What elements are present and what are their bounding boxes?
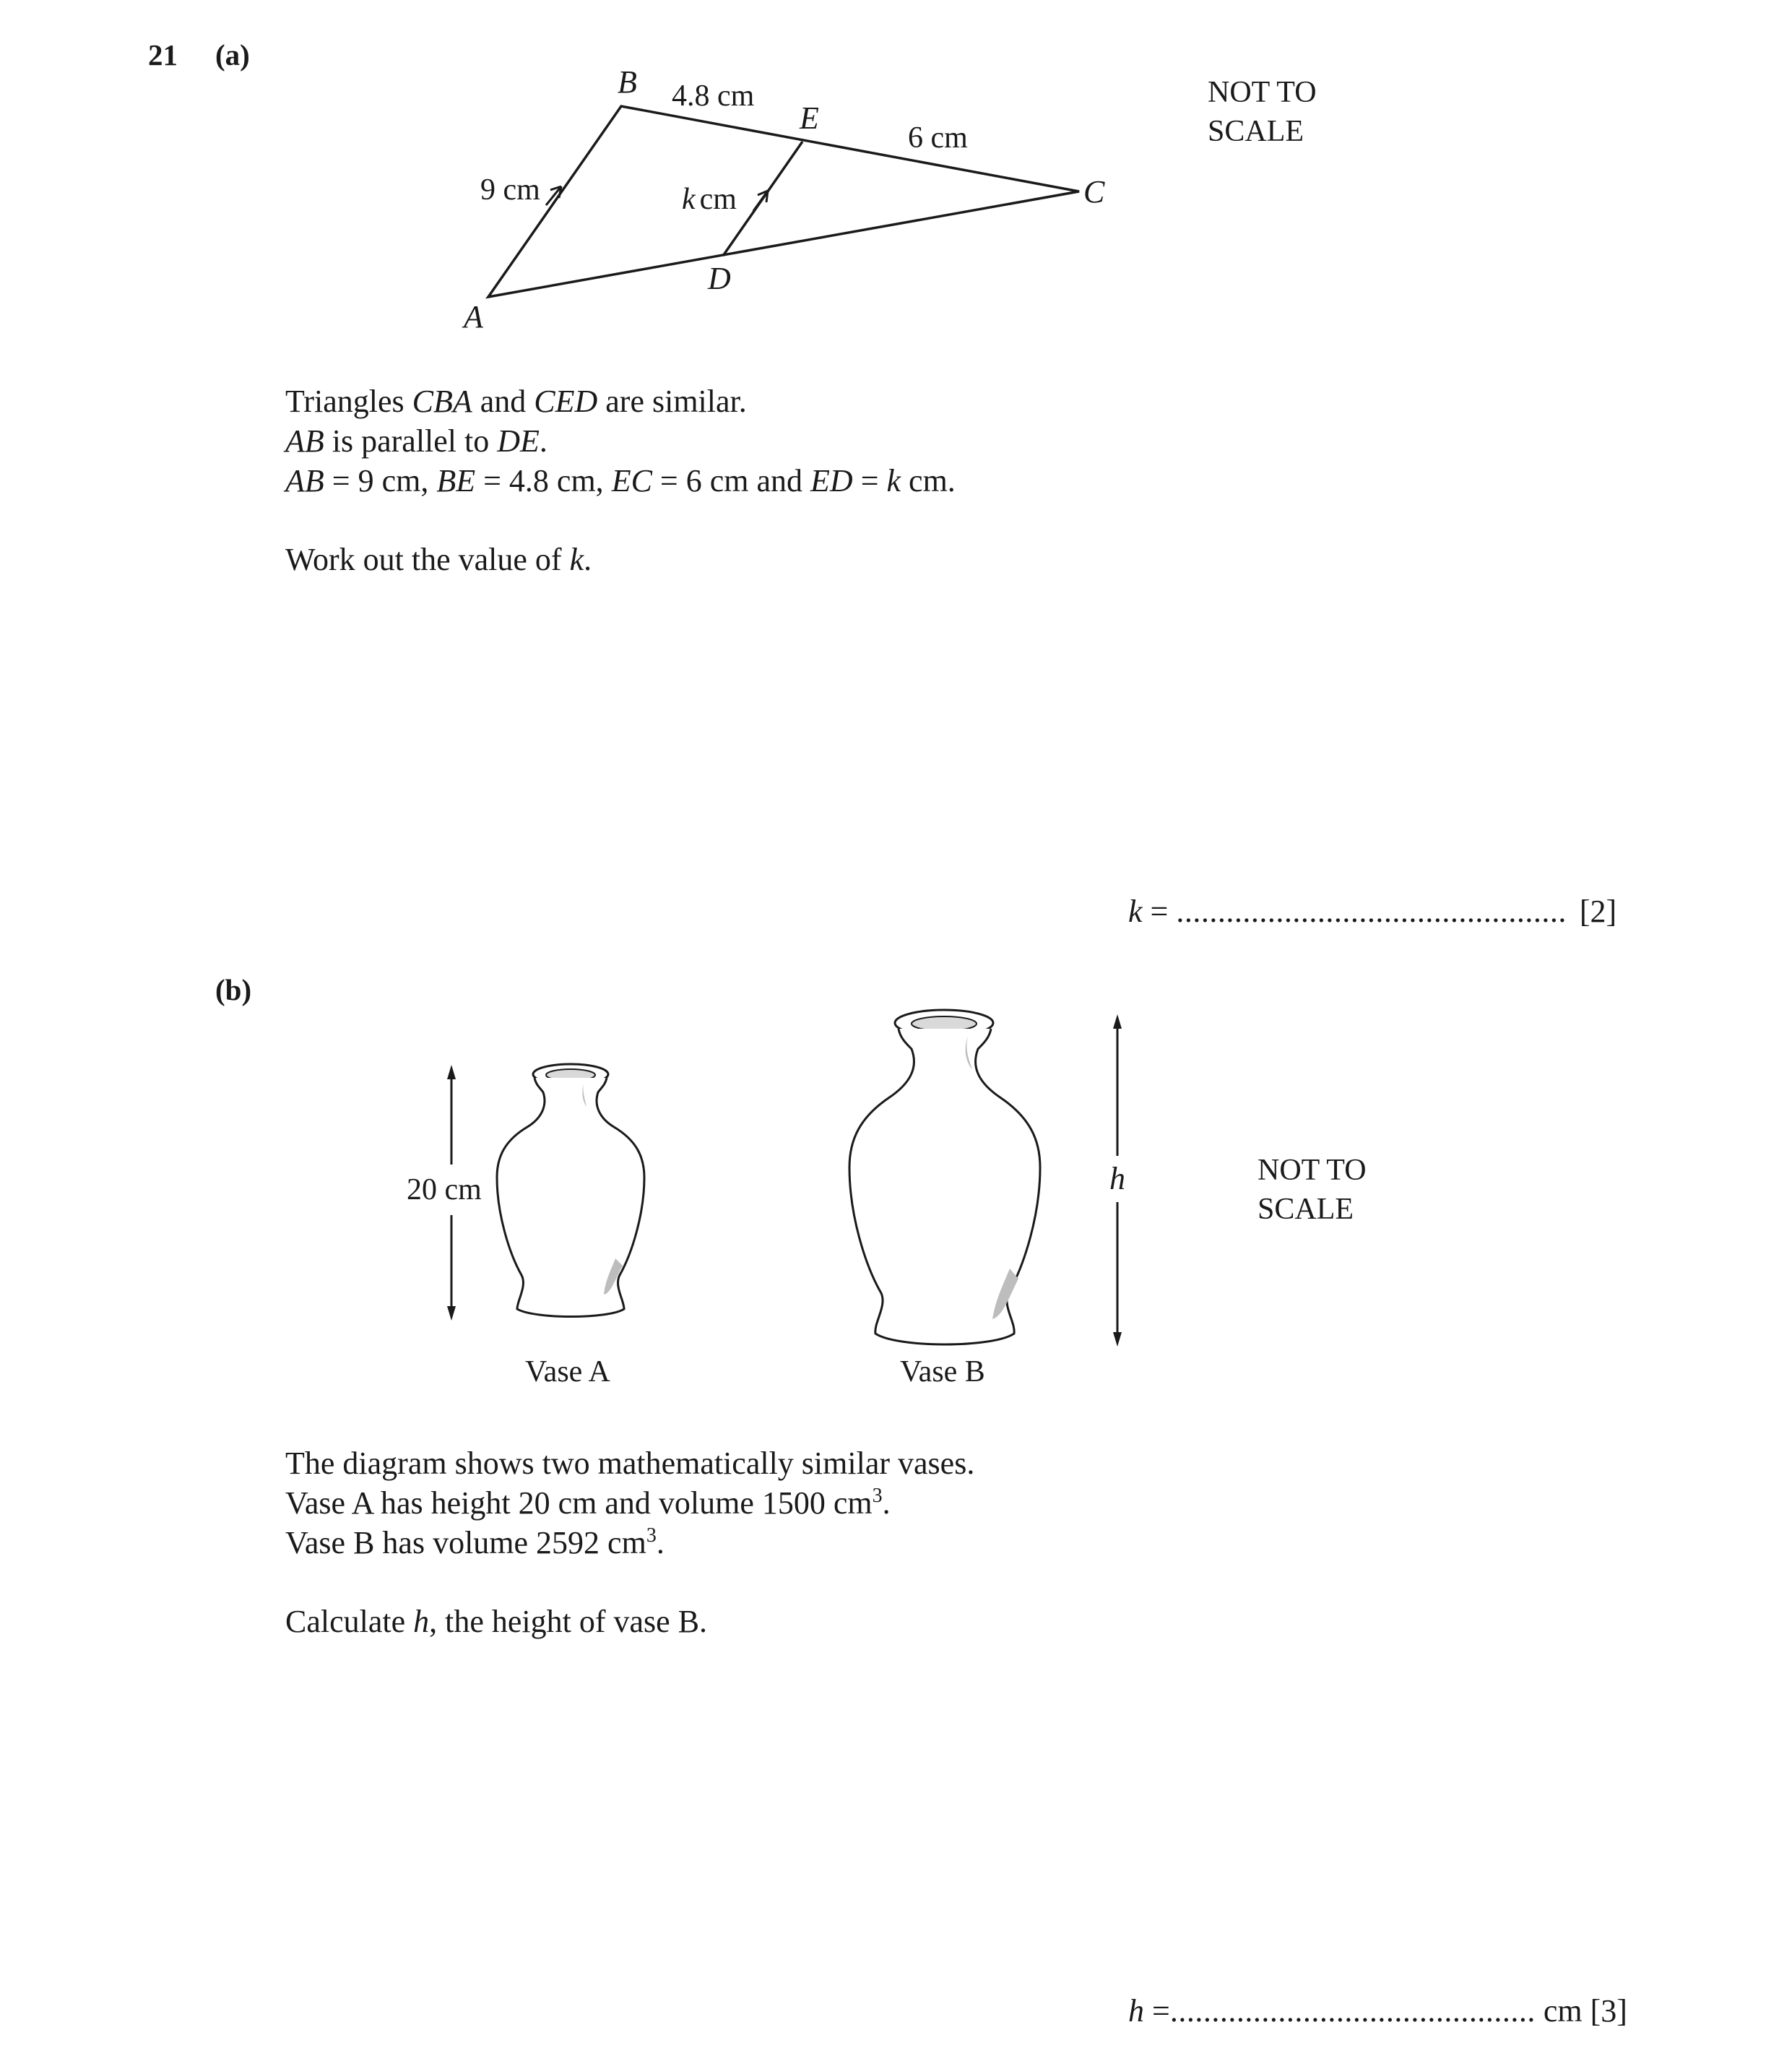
part-a-answer-line[interactable]: k = ............................................... [2] bbox=[1128, 894, 1617, 929]
part-a-instruction: Work out the value of k. bbox=[285, 542, 592, 577]
vertex-c-label: C bbox=[1083, 174, 1105, 210]
length-ed-var: k bbox=[682, 183, 696, 216]
parallel-arrow-de bbox=[753, 191, 768, 211]
similar-vases-diagram bbox=[0, 997, 1792, 1401]
vertex-e-label: E bbox=[800, 100, 819, 136]
part-b-instruction: Calculate h, the height of vase B. bbox=[285, 1604, 708, 1639]
not-to-scale-b-line1: NOT TO bbox=[1258, 1154, 1367, 1187]
marks-a: [2] bbox=[1579, 894, 1617, 929]
length-ec-label: 6 cm bbox=[908, 121, 968, 155]
question-number: 21 bbox=[148, 38, 178, 72]
length-be-label: 4.8 cm bbox=[672, 79, 755, 113]
length-ed-unit: cm bbox=[699, 183, 737, 216]
vertex-b-label: B bbox=[618, 64, 637, 100]
vase-a-drawing bbox=[497, 1064, 644, 1317]
vertex-d-label: D bbox=[708, 261, 731, 296]
triangle-abc bbox=[488, 106, 1079, 297]
part-b-label: (b) bbox=[215, 973, 252, 1006]
part-a-statement-2: AB is parallel to DE. bbox=[285, 423, 547, 459]
part-a-statement-3: AB = 9 cm, BE = 4.8 cm, EC = 6 cm and ED = k cm. bbox=[285, 463, 956, 498]
part-b-statement-2: Vase A has height 20 cm and volume 1500 $cm^3$. bbox=[285, 1485, 891, 1521]
vase-b-drawing bbox=[849, 1010, 1040, 1344]
length-ed-label bbox=[682, 183, 737, 216]
marks-b: [3] bbox=[1582, 1993, 1627, 2029]
vase-b-caption: Vase B bbox=[900, 1355, 985, 1388]
length-ab-label: 9 cm bbox=[480, 173, 540, 207]
part-b-statement-1: The diagram shows two mathematically similar vases. bbox=[285, 1446, 975, 1481]
vertex-a-label: A bbox=[464, 299, 483, 334]
vase-a-caption: Vase A bbox=[525, 1355, 610, 1388]
height-a-label: 20 cm bbox=[407, 1173, 482, 1206]
not-to-scale-a-line1: NOT TO bbox=[1208, 76, 1317, 109]
not-to-scale-a-line2: SCALE bbox=[1208, 115, 1304, 148]
answer-unit-b: cm bbox=[1535, 1993, 1583, 2029]
part-a-statement-1: Triangles CBA and CED are similar. bbox=[285, 384, 747, 419]
part-b-statement-3: Vase B has volume 2592 $cm^3$. bbox=[285, 1524, 665, 1560]
not-to-scale-b-line2: SCALE bbox=[1258, 1193, 1354, 1226]
answer-dots-b[interactable]: ............................................ bbox=[1169, 1993, 1536, 2029]
similar-triangles-diagram bbox=[0, 0, 1792, 376]
answer-dots-a[interactable]: ............................................... bbox=[1176, 894, 1567, 929]
part-b-answer-line[interactable]: h =............................................ cm [3] bbox=[1128, 1993, 1627, 2029]
height-b-label: h bbox=[1109, 1161, 1125, 1196]
part-a-label: (a) bbox=[215, 38, 250, 72]
